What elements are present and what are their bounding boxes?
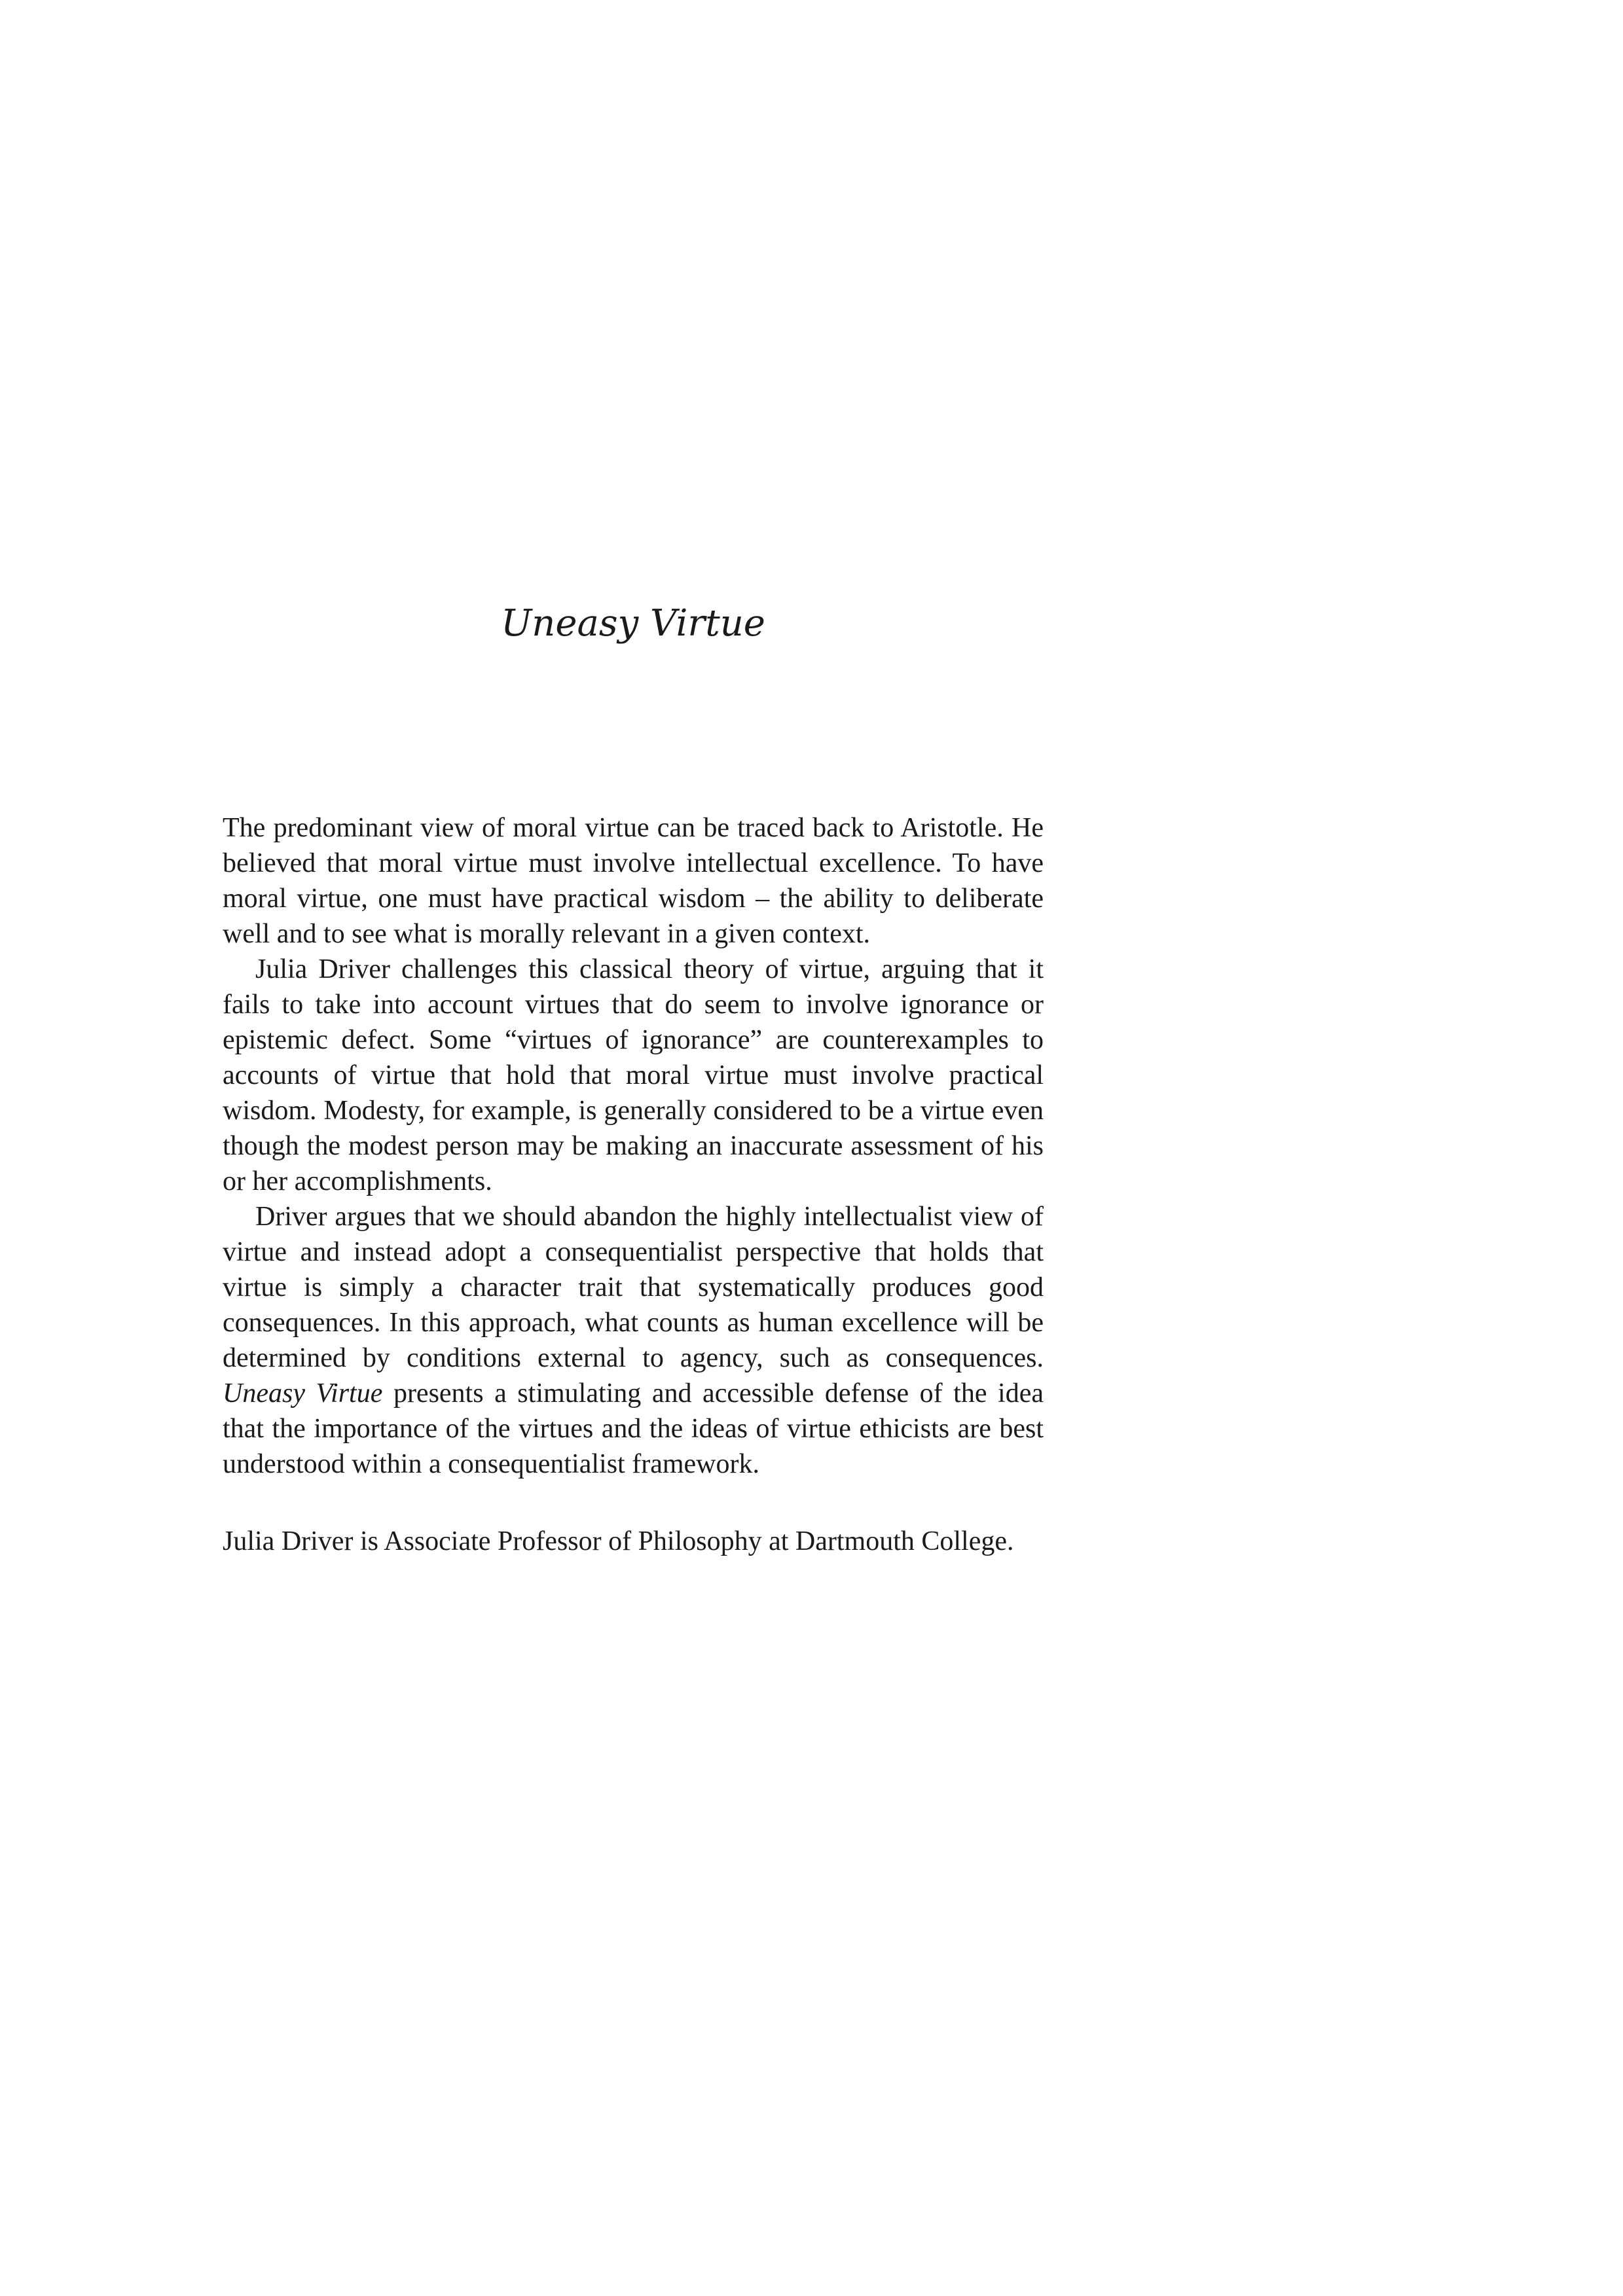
book-title: Uneasy Virtue (501, 602, 765, 645)
book-description (223, 810, 1044, 1482)
paragraph-3-tail-text: presents a stimulating and accessible defense of the idea that the importance of the virtues and the ideas of virtue ethicists are best understood within a consequentialist framework. (223, 1378, 1044, 1479)
description-paragraph-1: The predominant view of moral virtue can be traced back to Aristotle. He believed that moral virtue must involve intellectual excellence. To have moral virtue, one must have practical wisdom – the ability to deliberate well and to see what is morally relevant in a given context. (223, 813, 1044, 949)
paragraph-3-lead-text: Driver argues that we should abandon the highly intellectualist view of virtue and instead adopt a consequentialist perspective that holds that virtue is simply a character trait that systematically produces good consequences. In this approach, what counts as human excellence will be determined by conditions external to agency, such as consequences. (223, 1202, 1044, 1373)
inline-book-title: Uneasy Virtue (223, 1378, 383, 1408)
description-paragraph-3 (223, 1199, 1044, 1482)
author-bio: Julia Driver is Associate Professor of Philosophy at Dartmouth College. (223, 1526, 1014, 1556)
description-paragraph-2: Julia Driver challenges this classical theory of virtue, arguing that it fails to take into account virtues that do seem to involve ignorance or epistemic defect. Some “virtues of ignorance” are counterexamples to accounts of virtue that hold that moral virtue must involve practical wisdom. Modesty, for example, is generally considered to be a virtue even though the modest person may be making an inaccurate assessment of his or her accomplishments. (223, 954, 1044, 1196)
